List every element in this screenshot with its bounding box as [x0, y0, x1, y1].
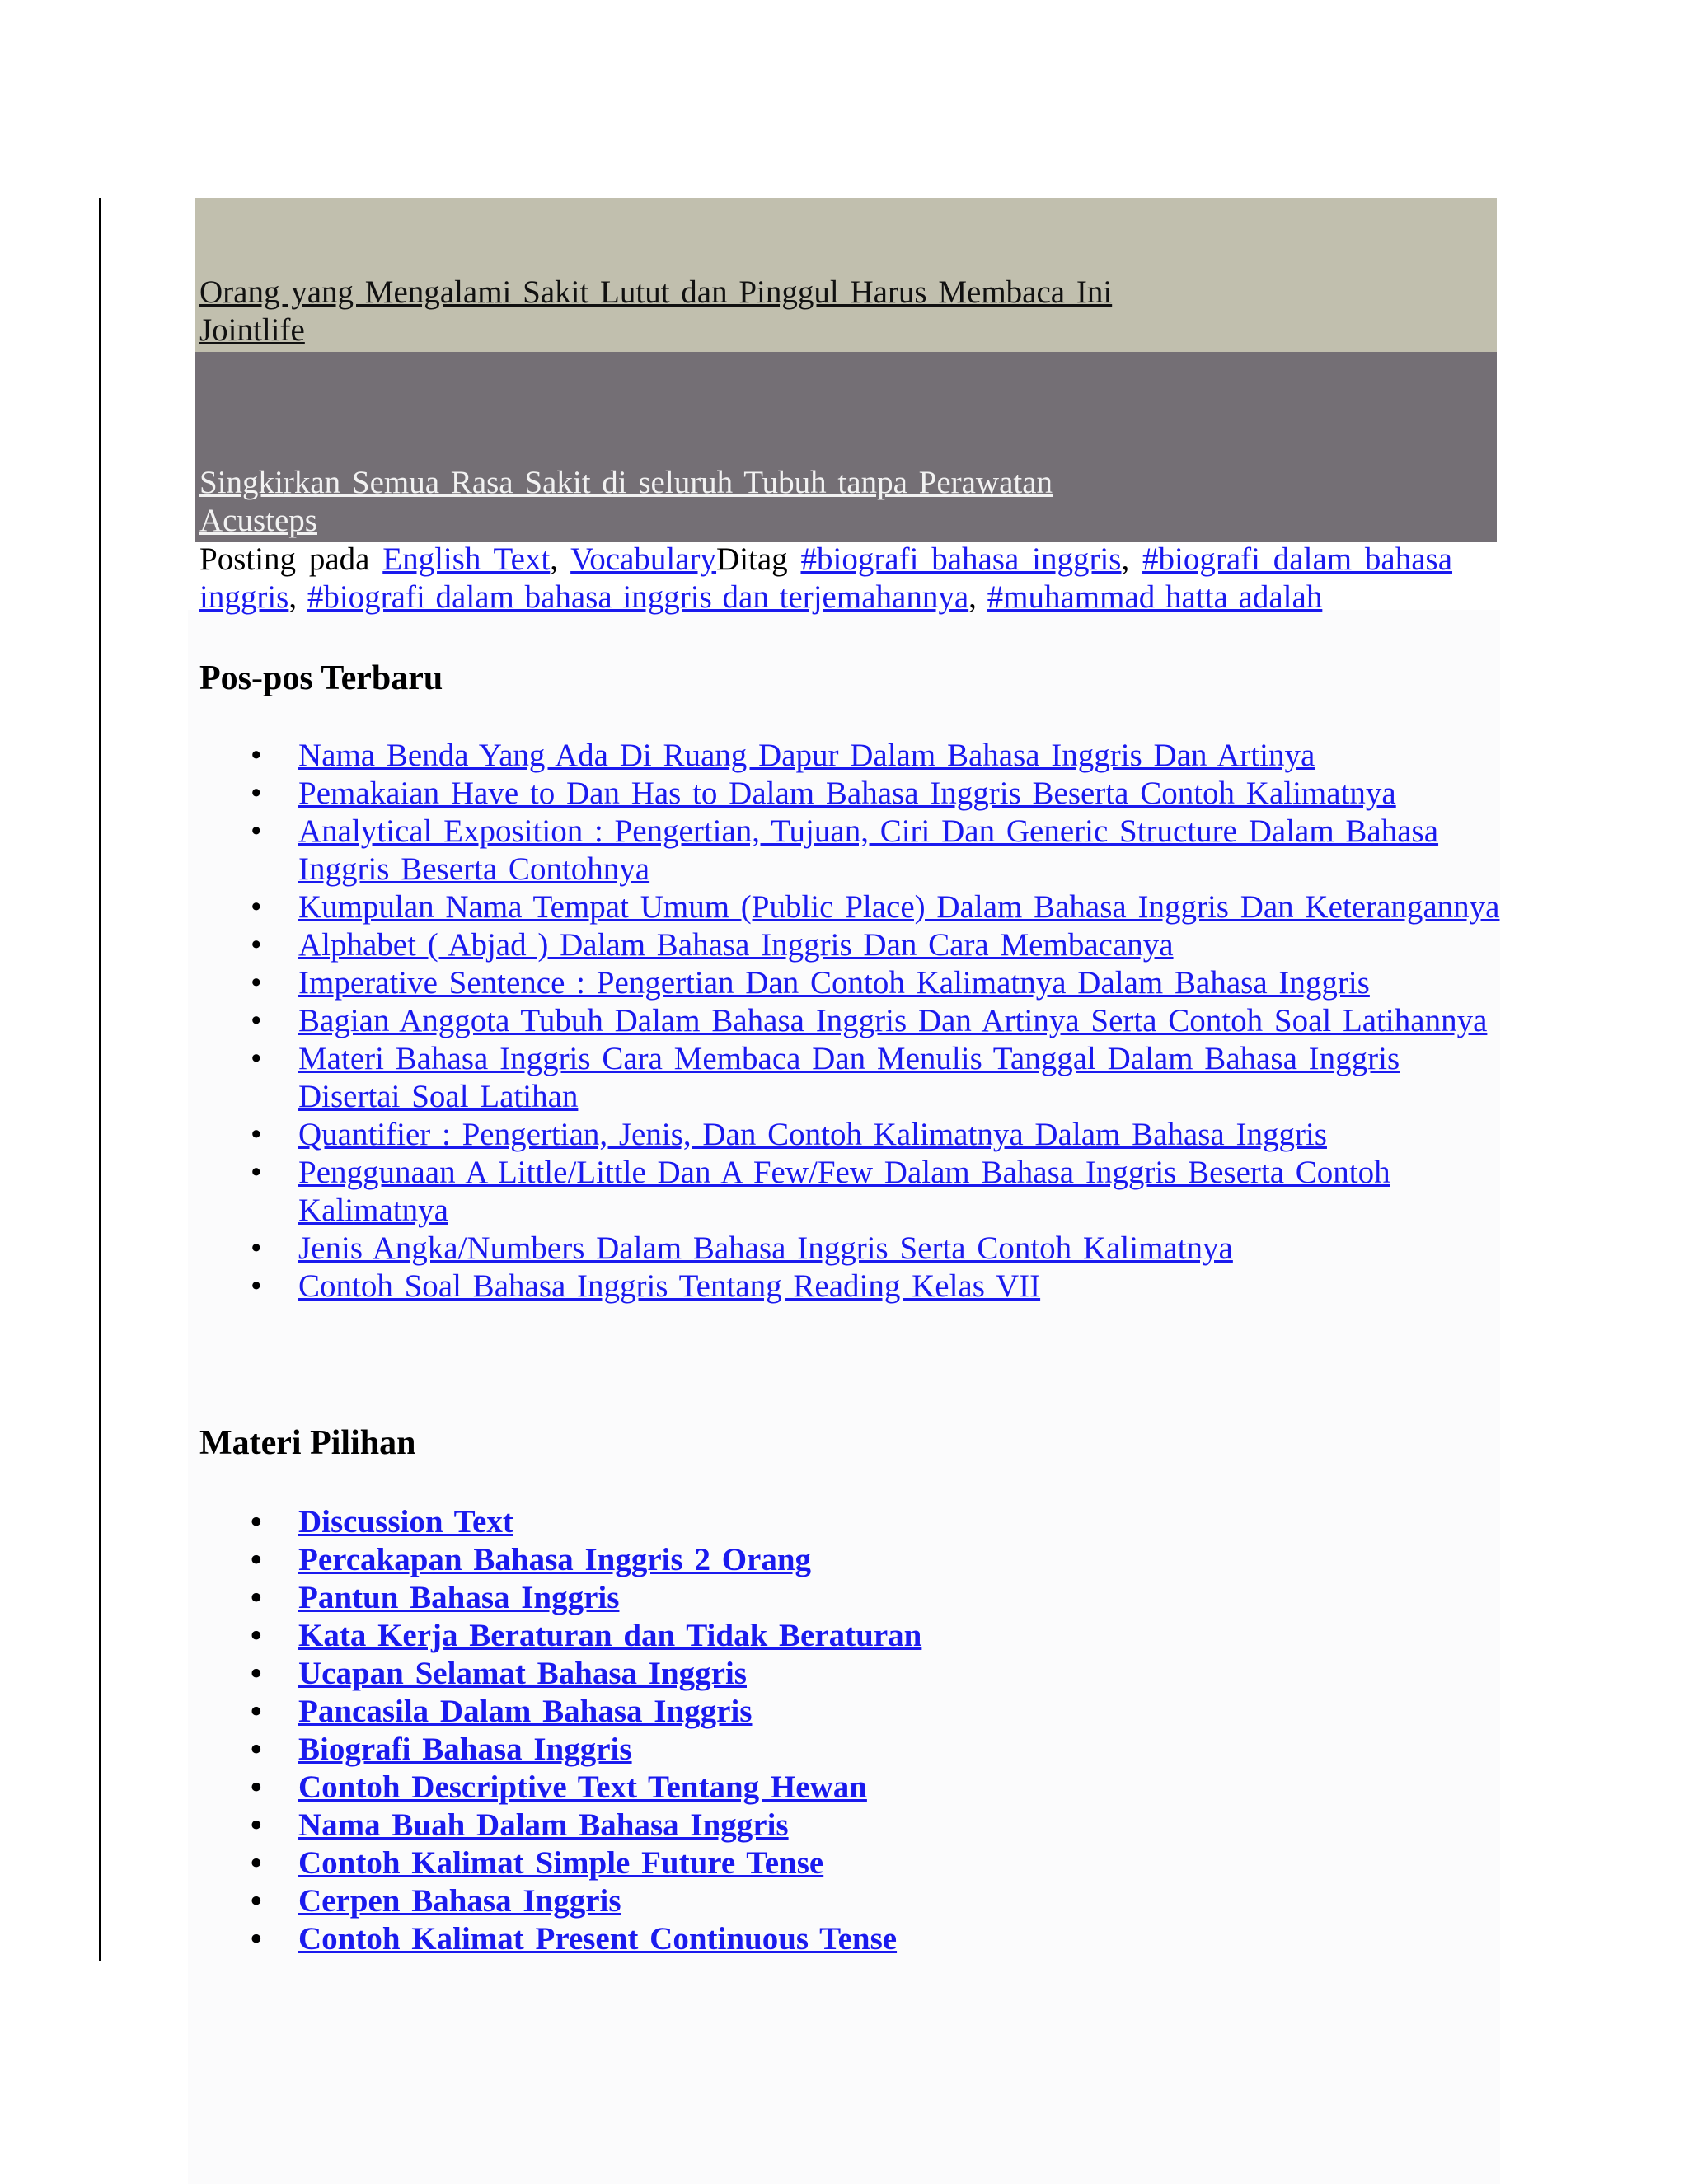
- bullet: •: [251, 1230, 262, 1266]
- bullet: •: [251, 1656, 262, 1691]
- bullet: •: [251, 1155, 262, 1190]
- ad-source[interactable]: Acusteps: [199, 503, 317, 538]
- page-margin-rule: [99, 198, 101, 1961]
- list-item: [199, 1002, 1502, 1040]
- featured-link[interactable]: Cerpen Bahasa Inggris: [298, 1883, 621, 1919]
- list-item: [199, 1882, 1452, 1920]
- bullet: •: [251, 1003, 262, 1038]
- recent-post-link[interactable]: Bagian Anggota Tubuh Dalam Bahasa Inggris Dan Artinya Serta Contoh Soal Latihannya: [298, 1003, 1488, 1038]
- bullet: •: [251, 927, 262, 963]
- tagged-label: Ditag: [716, 541, 801, 577]
- bullet: •: [251, 1268, 262, 1304]
- recent-posts-list: [199, 737, 1500, 1305]
- list-item: [199, 1541, 1452, 1579]
- list-item: [199, 964, 1502, 1002]
- list-item: [199, 1268, 1502, 1305]
- featured-link[interactable]: Percakapan Bahasa Inggris 2 Orang: [298, 1542, 812, 1577]
- featured-link[interactable]: Contoh Kalimat Present Continuous Tense: [298, 1921, 898, 1957]
- ad-banner-jointlife[interactable]: [195, 198, 1497, 352]
- recent-posts-heading: Pos-pos Terbaru: [199, 659, 443, 697]
- list-item: [199, 1731, 1452, 1769]
- bullet: •: [251, 1694, 262, 1729]
- post-meta: Posting pada English Text, VocabularyDitag #biografi bahasa inggris, #biografi dalam bahasa inggris, #biografi dalam bahasa inggris dan terjemahannya, #muhammad hatta adalah: [199, 541, 1453, 615]
- featured-link[interactable]: Discussion Text: [298, 1504, 513, 1540]
- featured-link[interactable]: Ucapan Selamat Bahasa Inggris: [298, 1656, 747, 1691]
- bullet: •: [251, 965, 262, 1001]
- ad-headline[interactable]: Orang yang Mengalami Sakit Lutut dan Pinggul Harus Membaca Ini: [199, 274, 1113, 310]
- bullet: •: [251, 776, 262, 811]
- featured-link[interactable]: Nama Buah Dalam Bahasa Inggris: [298, 1807, 789, 1843]
- bullet: •: [251, 1769, 262, 1805]
- ad-link-acusteps[interactable]: [199, 464, 1053, 540]
- list-item: [199, 1769, 1452, 1807]
- bullet: •: [251, 1618, 262, 1653]
- recent-post-link[interactable]: Jenis Angka/Numbers Dalam Bahasa Inggris Serta Contoh Kalimatnya: [298, 1230, 1233, 1266]
- list-item: [199, 1693, 1452, 1731]
- featured-list: [199, 1503, 1452, 1958]
- tag-link[interactable]: #biografi bahasa inggris: [800, 541, 1122, 577]
- bullet: •: [251, 1041, 262, 1076]
- list-item: [199, 888, 1502, 926]
- list-item: [199, 1655, 1452, 1693]
- recent-post-link[interactable]: Imperative Sentence : Pengertian Dan Contoh Kalimatnya Dalam Bahasa Inggris: [298, 965, 1370, 1001]
- list-item: [199, 1579, 1452, 1617]
- ad-headline[interactable]: Singkirkan Semua Rasa Sakit di seluruh Tubuh tanpa Perawatan: [199, 465, 1053, 500]
- recent-post-link[interactable]: Quantifier : Pengertian, Jenis, Dan Contoh Kalimatnya Dalam Bahasa Inggris: [298, 1117, 1327, 1152]
- list-item: [199, 1116, 1502, 1154]
- list-item: [199, 1230, 1502, 1268]
- list-item: [199, 775, 1502, 813]
- featured-link[interactable]: Biografi Bahasa Inggris: [298, 1732, 632, 1767]
- list-item: [199, 1040, 1502, 1116]
- recent-post-link[interactable]: Penggunaan A Little/Little Dan A Few/Few Dalam Bahasa Inggris Beserta Contoh Kalimatnya: [298, 1155, 1390, 1228]
- featured-link[interactable]: Pancasila Dalam Bahasa Inggris: [298, 1694, 753, 1729]
- bullet: •: [251, 1921, 262, 1957]
- recent-post-link[interactable]: Analytical Exposition : Pengertian, Tujuan, Ciri Dan Generic Structure Dalam Bahasa Inggris Beserta Contohnya: [298, 813, 1439, 887]
- bullet: •: [251, 889, 262, 925]
- list-item: [199, 926, 1502, 964]
- bullet: •: [251, 1845, 262, 1881]
- tag-link[interactable]: #muhammad hatta adalah: [987, 579, 1323, 615]
- list-item: [199, 1154, 1502, 1230]
- recent-post-link[interactable]: Kumpulan Nama Tempat Umum (Public Place) Dalam Bahasa Inggris Dan Keterangannya: [298, 889, 1500, 925]
- featured-heading: Materi Pilihan: [199, 1424, 416, 1462]
- ad-source[interactable]: Jointlife: [199, 312, 305, 348]
- posted-in-label: Posting pada: [199, 541, 383, 577]
- category-link-english-text[interactable]: English Text: [382, 541, 551, 577]
- tag-link[interactable]: #biografi dalam bahasa inggris: [199, 541, 1453, 615]
- featured-link[interactable]: Contoh Kalimat Simple Future Tense: [298, 1845, 824, 1881]
- list-item: [199, 1807, 1452, 1844]
- category-link-vocabulary[interactable]: Vocabulary: [570, 541, 717, 577]
- bullet: •: [251, 1732, 262, 1767]
- ad-banner-acusteps[interactable]: [195, 352, 1497, 542]
- bullet: •: [251, 1580, 262, 1615]
- featured-link[interactable]: Pantun Bahasa Inggris: [298, 1580, 620, 1615]
- tag-link[interactable]: #biografi dalam bahasa inggris dan terjemahannya: [307, 579, 969, 615]
- recent-post-link[interactable]: Alphabet ( Abjad ) Dalam Bahasa Inggris Dan Cara Membacanya: [298, 927, 1174, 963]
- list-item: [199, 737, 1502, 775]
- bullet: •: [251, 1807, 262, 1843]
- ad-link-jointlife[interactable]: [199, 274, 1112, 349]
- bullet: •: [251, 738, 262, 773]
- list-item: [199, 1617, 1452, 1655]
- list-item: [199, 1503, 1452, 1541]
- bullet: •: [251, 1542, 262, 1577]
- list-item: [199, 1844, 1452, 1882]
- recent-post-link[interactable]: Pemakaian Have to Dan Has to Dalam Bahasa Inggris Beserta Contoh Kalimatnya: [298, 776, 1396, 811]
- bullet: •: [251, 1504, 262, 1540]
- list-item: [199, 1920, 1452, 1958]
- recent-post-link[interactable]: Contoh Soal Bahasa Inggris Tentang Reading Kelas VII: [298, 1268, 1041, 1304]
- list-item: [199, 813, 1502, 888]
- bullet: •: [251, 813, 262, 849]
- featured-link[interactable]: Contoh Descriptive Text Tentang Hewan: [298, 1769, 867, 1805]
- recent-post-link[interactable]: Materi Bahasa Inggris Cara Membaca Dan Menulis Tanggal Dalam Bahasa Inggris Disertai Soal Latihan: [298, 1041, 1400, 1114]
- recent-post-link[interactable]: Nama Benda Yang Ada Di Ruang Dapur Dalam Bahasa Inggris Dan Artinya: [298, 738, 1315, 773]
- featured-link[interactable]: Kata Kerja Beraturan dan Tidak Beraturan: [298, 1618, 922, 1653]
- bullet: •: [251, 1117, 262, 1152]
- bullet: •: [251, 1883, 262, 1919]
